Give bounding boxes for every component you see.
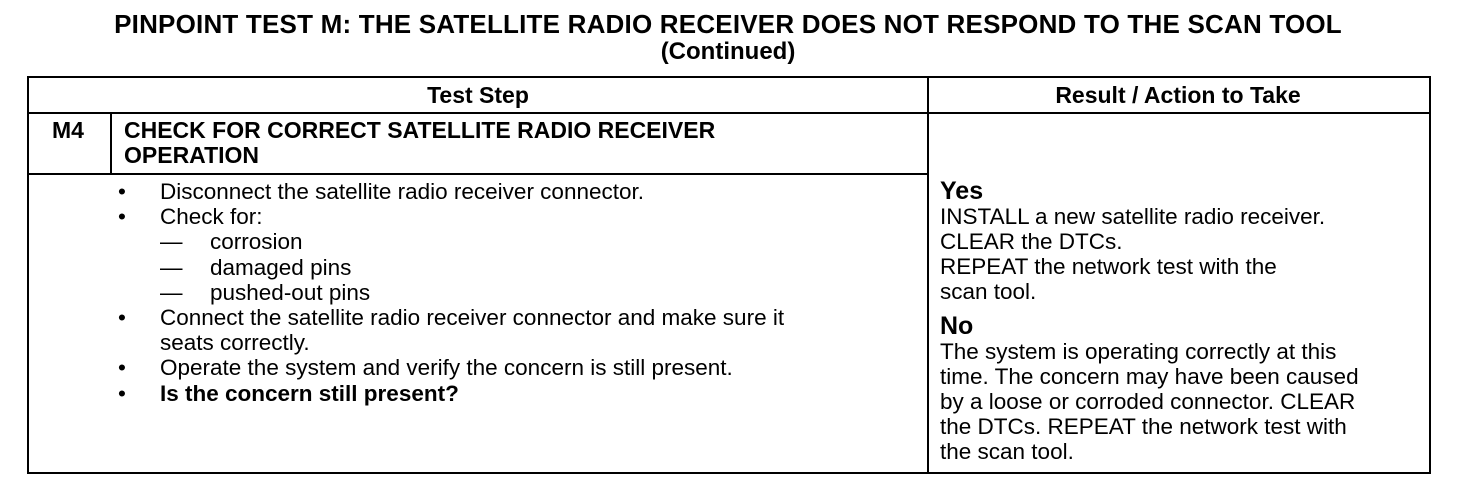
- yes-label: Yes: [940, 177, 984, 205]
- list-item-text: Operate the system and verify the concern is still present.: [160, 355, 733, 381]
- dash-icon: —: [160, 229, 183, 255]
- no-action-line: by a loose or corroded connector. CLEAR: [940, 389, 1356, 414]
- list-item-text: Check for:: [160, 204, 263, 230]
- sub-list-item-text: corrosion: [210, 229, 303, 255]
- question-text: Is the concern still present?: [160, 380, 459, 406]
- column-divider: [927, 76, 929, 472]
- document-title: PINPOINT TEST M: THE SATELLITE RADIO RECEIVER DOES NOT RESPOND TO THE SCAN TOOL: [114, 9, 1342, 39]
- dash-icon: —: [160, 279, 183, 305]
- step-id: M4: [52, 117, 84, 143]
- step-title-divider: [27, 173, 929, 175]
- list-item-text: Connect the satellite radio receiver connector and make sure it: [160, 305, 785, 331]
- result-action: [940, 178, 1424, 464]
- document-subtitle: (Continued): [660, 38, 796, 65]
- yes-action-line: INSTALL a new satellite radio receiver.: [940, 204, 1326, 229]
- bullet-icon: •: [118, 380, 126, 406]
- list-item: [118, 204, 918, 229]
- list-item: [118, 305, 918, 355]
- list-item: [118, 179, 918, 204]
- sub-list-item: [118, 280, 918, 305]
- list-item-text-continued: seats correctly.: [160, 330, 310, 356]
- no-action-line: The system is operating correctly at this: [940, 339, 1337, 364]
- step-instructions: [118, 179, 918, 406]
- dash-icon: —: [160, 254, 183, 280]
- yes-action-line: CLEAR the DTCs.: [940, 229, 1123, 254]
- no-label: No: [940, 312, 974, 340]
- bullet-icon: •: [118, 355, 126, 381]
- step-title-line: OPERATION: [124, 141, 260, 168]
- bullet-icon: •: [118, 204, 126, 230]
- sub-list-item: [118, 229, 918, 254]
- header-test-step: Test Step: [427, 82, 529, 108]
- sub-list-item: [118, 255, 918, 280]
- bullet-icon: •: [118, 179, 126, 204]
- no-action-line: the DTCs. REPEAT the network test with: [940, 414, 1347, 439]
- header-divider: [27, 112, 1429, 114]
- step-title-line: CHECK FOR CORRECT SATELLITE RADIO RECEIVER: [124, 117, 716, 143]
- step-id-divider: [110, 112, 112, 175]
- list-item: [118, 381, 918, 406]
- sub-list-item-text: pushed-out pins: [210, 279, 371, 305]
- yes-action-line: scan tool.: [940, 279, 1037, 304]
- yes-action-line: REPEAT the network test with the: [940, 254, 1277, 279]
- list-item-text: Disconnect the satellite radio receiver connector.: [160, 179, 645, 204]
- bullet-icon: •: [118, 305, 126, 331]
- header-result-action: Result / Action to Take: [1055, 82, 1301, 108]
- no-action-line: the scan tool.: [940, 439, 1074, 464]
- step-title: [124, 118, 884, 167]
- no-action-line: time. The concern may have been caused: [940, 364, 1359, 389]
- sub-list-item-text: damaged pins: [210, 254, 352, 280]
- list-item: [118, 355, 918, 380]
